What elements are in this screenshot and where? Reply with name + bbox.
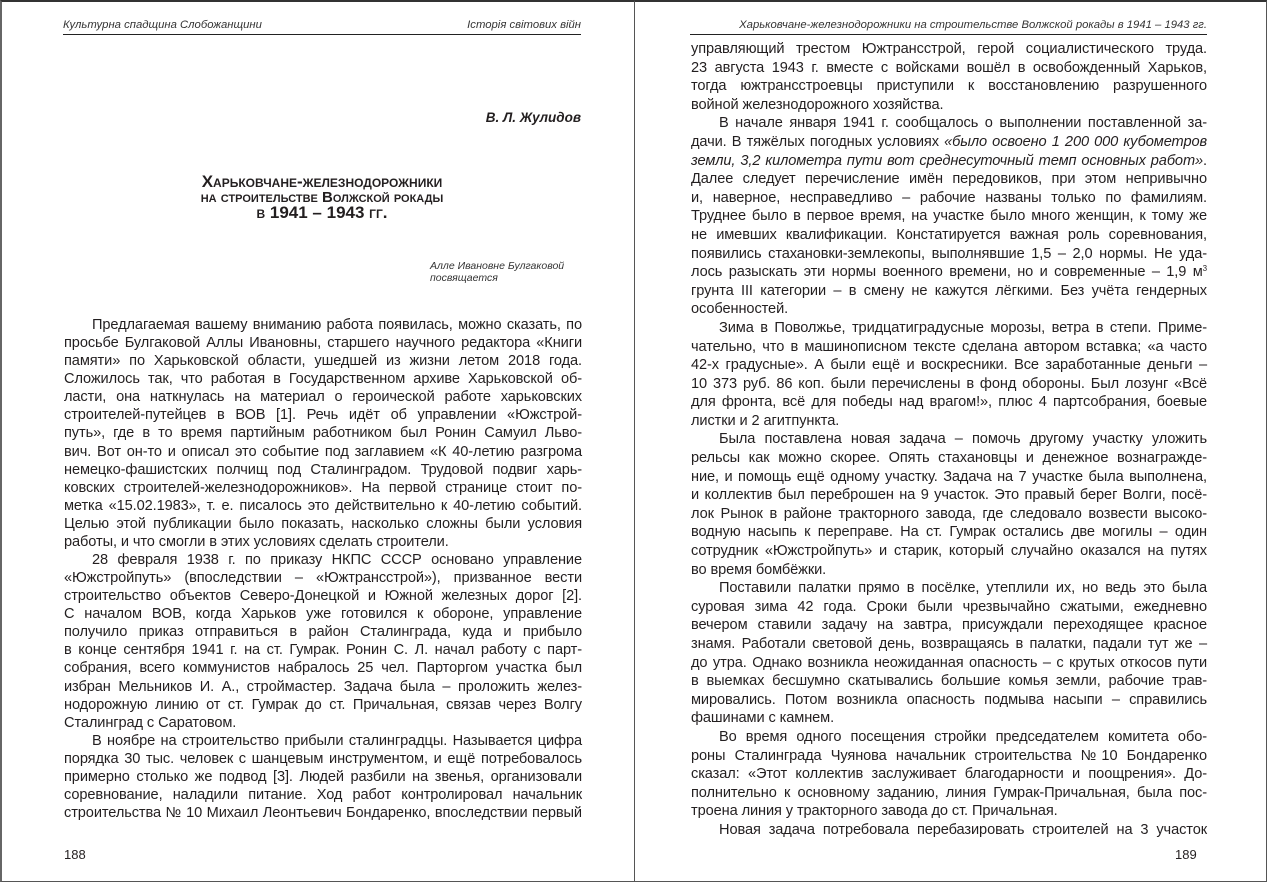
- text-line: Поставили палатки прямо в посёлке, утеплили их, но ведь это была: [719, 580, 1207, 597]
- text-line: собрания, всего коммунистов набралось 25 чел. Парторгом участка был: [64, 660, 582, 677]
- running-header: [690, 16, 1207, 35]
- text-line: [691, 263, 1207, 282]
- text-line: для фронта, всё для победы над врагом!», плюс 4 партсобрания, боевые: [691, 394, 1207, 411]
- text-line: знамя. Работали световой день, возвращаясь в палатки, падали тут же –: [691, 636, 1207, 652]
- paragraph: [691, 319, 1207, 431]
- text-line: строителей-путейцев в ВОВ [1]. Речь идёт об управлении «Южстрой-: [64, 407, 582, 424]
- text-line: войной железнодорожного хозяйства.: [691, 96, 944, 113]
- text-line: и, наверное, несправедливо – рабочие названы только по фамилиям.: [691, 189, 1207, 206]
- text-line: Труднее было в первое время, на участке было много женщин, к тому же: [691, 208, 1207, 225]
- text-line: порядка 30 тыс. человек с шанцевым инструментом, и ещё потребовалось: [64, 750, 582, 767]
- title-line: Харьковчане-железнодорожники: [201, 172, 443, 191]
- text-line: рельсы как можно скорее. Опять стахановцы и денежное вознагражде-: [691, 450, 1207, 467]
- header-journal-title: Культурна спадщина Слобожанщини: [63, 19, 262, 31]
- text-line: Во время одного посещения стройки председателем комитета обо-: [719, 728, 1207, 745]
- text-line: появились стахановки-землекопы, выполнявшие 1,5 – 2,0 нормы. Не уда-: [691, 245, 1207, 262]
- dedication: [430, 260, 564, 284]
- text-line: Предлагаемая вашему вниманию работа появилась, можно сказать, по: [92, 317, 582, 333]
- text-line: роны Сталинграда Чуянова начальник строительства №10 Бондаренко: [691, 747, 1207, 764]
- text-line: в конце сентября 1941 г. на ст. Гумрак. Ронин С. Л. начал работу с парт-: [64, 642, 582, 659]
- text-line: и коллектив был переброшен на 9 участок. Это правый берег Волги, посё-: [691, 487, 1207, 504]
- running-header: [63, 16, 581, 35]
- paragraph: [691, 728, 1207, 821]
- text-line: в выемках бесшумно скатывались большие комья земли, рабочие трав-: [691, 673, 1207, 690]
- text-segment: дачи. В тяжёлых погодных условиях: [691, 133, 945, 150]
- header-section-title: Історія світових війн: [467, 19, 581, 31]
- text-line: примерно столько же подвод [3]. Людей разбили на звенья, организовали: [64, 768, 582, 785]
- text-line: до утра. Однако возникла неожиданная опасность – с крутых откосов пути: [691, 654, 1207, 671]
- text-line: вич. Вот он-то и описал это событие под заглавием «К 40-летию разгрома: [64, 443, 582, 460]
- text-line: Новая задача потребовала перебазировать строителей на 3 участок: [719, 821, 1207, 838]
- paragraph: [691, 40, 1207, 114]
- paragraph: [64, 551, 582, 732]
- text-line: В начале января 1941 г. сообщалось о выполнении поставленной за-: [719, 115, 1207, 132]
- text-line: фашинами с камнем.: [691, 710, 835, 727]
- text-line: сказал: «Этот коллектив заслуживает благодарности и поощрения». До-: [691, 766, 1207, 783]
- text-line: «Южстройпуть» (впоследствии – «Южтрансстрой»), призванное вести: [64, 570, 582, 587]
- right-page: [634, 0, 1267, 882]
- text-line: вечером ставили задачу на завтра, присуждали переходящее красное: [691, 617, 1207, 634]
- text-line: избран Мельников И. А., строймастер. Задача была – проложить желез-: [64, 678, 582, 695]
- article-body: [64, 316, 582, 822]
- text-line: [691, 152, 1207, 171]
- text-line: сотрудник «Южстройпуть» и старик, который случайно оказался на путях: [691, 543, 1207, 560]
- text-line: троена линия у тракторного завода до ст. Причальная.: [691, 803, 1058, 820]
- text-line: путь», где в то время партийным работником был Ронин Самуил Льво-: [64, 425, 582, 442]
- header-article-title: Харьковчане-железнодорожники на строительстве Волжской рокады в 1941 – 1943 гг.: [739, 19, 1207, 31]
- text-line: соревнование, наладили питание. Ход работ контролировал начальник: [64, 787, 582, 804]
- text-line: памяти» по Харьковской области, ушедшей из жизни летом 2018 года.: [64, 353, 582, 370]
- text-line: Сложилось так, что работая в Государственном архиве Харьковской об-: [64, 371, 582, 388]
- text-line: Далее следует перечисление имён передовиков, при этом непривычно: [691, 171, 1207, 188]
- text-line: грунта III категории – в смену не кажутся лёгкими. Без учёта гендерных: [691, 282, 1207, 299]
- text-line: ние, и помощь ещё одному участку. Задача на 7 участке была выполнена,: [691, 468, 1207, 485]
- text-line: не имевших квалификации. Констатируется важная роль соревнования,: [691, 226, 1207, 243]
- text-line: лок Рынок в районе тракторного завода, где следовало возвести высоко-: [691, 505, 1207, 522]
- text-line: 28 февраля 1938 г. по приказу НКПС СССР основано управление: [92, 552, 582, 569]
- text-line: Целью этой публикации было показать, насколько сложны были условия: [64, 515, 582, 532]
- dedication-line: посвящается: [430, 272, 498, 284]
- text-line: ласти, она наткнулась на материал о героической работе харьковских: [64, 389, 582, 406]
- text-line: нодорожную линию от ст. Гумрак до ст. Причальная, связав через Волгу: [64, 696, 582, 713]
- text-line: просьбе Булгаковой Аллы Ивановны, старшего научного редактора «Книги: [64, 335, 582, 352]
- title-line: в 1941 – 1943 гг.: [256, 203, 388, 222]
- page-number: 188: [64, 847, 86, 862]
- italic-quote: «было освоено 1 200 000 кубометров: [944, 133, 1207, 150]
- text-line: Зима в Поволжье, тридцатиградусные морозы, ветра в степи. Приме-: [719, 319, 1207, 336]
- page-number: 189: [1175, 847, 1197, 862]
- text-line: метка «15.02.1983», т. е. писалось это действительно к 40-летию событий.: [64, 497, 582, 514]
- text-line: ковских строителей-железнодорожников». На первой странице стоит по-: [64, 479, 582, 496]
- text-line: 23 августа 1943 г. вместе с войсками вошёл в освобожденный Харьков,: [691, 59, 1207, 76]
- article-title: [63, 174, 581, 221]
- text-line: Была поставлена новая задача – помочь другому участку уложить: [719, 431, 1207, 448]
- text-line: 10 373 руб. 86 коп. были перечислены в фонд обороны. Был лозунг «Всё: [691, 375, 1207, 392]
- italic-quote: земли, 3,2 километра пути вот среднесуточный темп основных работ»: [691, 152, 1204, 169]
- text-line: особенностей.: [691, 301, 789, 318]
- text-line: строительство объектов Северо-Донецкой и Южной железных дорог [2].: [64, 588, 582, 605]
- text-line: суровая зима 42 года. Сроки были чрезвычайно сжатыми, ежедневно: [691, 598, 1207, 615]
- text-line: получило приказ отправиться в район Сталинграда, куда и прибыло: [64, 624, 582, 641]
- superscript: 3: [1202, 264, 1207, 274]
- text-line: мировались. Потом возникла опасность подмыва насыпи – справились: [691, 691, 1207, 708]
- article-author: В. Л. Жулидов: [485, 110, 581, 125]
- paragraph: [691, 579, 1207, 728]
- text-line: немецко-фашистских полчищ под Сталинградом. Трудовой подвиг харь-: [64, 461, 582, 478]
- text-segment: .: [1203, 152, 1207, 169]
- text-line: [691, 133, 1207, 152]
- paragraph: [64, 732, 582, 822]
- text-line: полнительно к основному заданию, линия Гумрак-Причальная, была пос-: [691, 784, 1207, 801]
- paragraph: [64, 316, 582, 551]
- text-line: работы, и что смогли в этих условиях сделать строители.: [64, 533, 449, 550]
- text-line: управляющий трестом Южтрансстрой, герой социалистического труда.: [691, 41, 1207, 57]
- text-line: чательно, что в машинописном тексте сделана автором вставка; «а часто: [691, 338, 1207, 355]
- paragraph: [691, 821, 1207, 840]
- text-line: во время бомбёжки.: [691, 561, 827, 578]
- paragraph: [691, 430, 1207, 579]
- text-line: листки и 2 агитпункта.: [691, 412, 840, 429]
- title-line: на строительстве Волжской рокады: [200, 188, 444, 206]
- text-line: тогда южтрансстроевцы приступили к восстановлению разрушенного: [691, 78, 1207, 95]
- text-segment: лось разыскать эти нормы военного времени, но и современные – 1,9 м: [691, 264, 1203, 281]
- text-line: водную насыпь к переправе. На ст. Гумрак остались две могилы – один: [691, 524, 1207, 541]
- article-body: [691, 40, 1207, 840]
- paragraph: [691, 114, 1207, 319]
- text-line: В ноябре на строительство прибыли сталинградцы. Называется цифра: [92, 732, 582, 749]
- text-line: строительства № 10 Михаил Леонтьевич Бондаренко, впоследствии первый: [64, 805, 582, 822]
- text-line: С началом ВОВ, когда Харьков уже готовился к обороне, управление: [64, 606, 582, 623]
- text-line: 42-х градусные». А были ещё и воскресники. Все заработанные деньги –: [691, 357, 1207, 374]
- dedication-line: Алле Ивановне Булгаковой: [430, 260, 565, 272]
- text-line: Сталинград с Саратовом.: [64, 714, 237, 731]
